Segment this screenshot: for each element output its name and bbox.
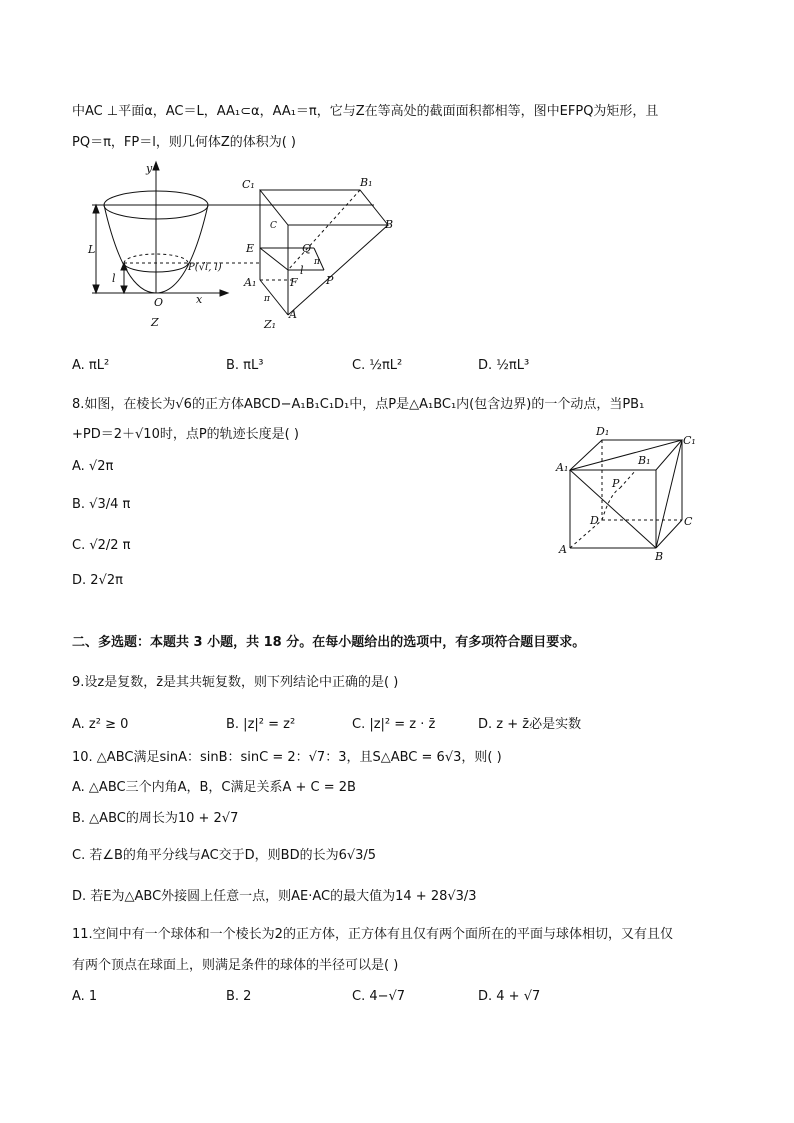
edge-c1-b [656, 440, 682, 548]
fig7-E: E [246, 242, 255, 255]
fig8-P: P [612, 477, 620, 490]
fig8-B: B [655, 550, 664, 562]
q10-option-d: D. 若E为△ABC外接圆上任意一点，则AE·AC的最大值为14 + 28√3/3 [72, 889, 477, 904]
q10-option-a: A. △ABC三个内角A，B，C满足关系A + C = 2B [72, 780, 356, 795]
fig7-pi-bottom: π [264, 294, 270, 304]
q8-option-d: D. 2√2π [72, 573, 123, 588]
fig7-B1: B₁ [360, 176, 373, 189]
fig7-point-p: P(√l, l) [188, 262, 222, 273]
q8-option-a: A. √2π [72, 459, 114, 474]
fig7-z1: Z₁ [264, 318, 277, 331]
q8-option-c: C. √2/2 π [72, 538, 131, 553]
fig8-A1: A₁ [556, 461, 569, 474]
fig7-origin: O [154, 296, 164, 309]
prism-top-face [260, 190, 388, 225]
q7-option-d: D. ½πL³ [478, 358, 530, 373]
q11-stem-line1: 11.空间中有一个球体和一个棱长为2的正方体，正方体有且仅有两个面所在的平面与球体相切，又有且仅 [72, 927, 673, 942]
fig7-l: l [112, 272, 116, 285]
fig7-F: F [290, 276, 298, 289]
fig8-D: D [590, 514, 599, 527]
fig8-C: C [684, 515, 693, 528]
q8-stem-line1: 8.如图，在棱长为√6的正方体ABCD−A₁B₁C₁D₁中，点P是△A₁BC₁内(包含边界)的一个动点，当PB₁ [72, 397, 645, 412]
q11-stem-line2: 有两个顶点在球面上，则满足条件的球体的半径可以是( ) [72, 958, 399, 973]
fig7-z: Z [151, 316, 159, 329]
fig7-B: B [385, 218, 394, 231]
q9-option-c: C. |z|² = z · z̄ [352, 717, 436, 732]
section-2-heading: 二、多选题：本题共 3 小题，共 18 分。在每小题给出的选项中，有多项符合题目要求。 [72, 635, 586, 650]
q10-option-b: B. △ABC的周长为10 + 2√7 [72, 811, 239, 826]
fig8-A: A [559, 543, 567, 556]
q7-figure [84, 160, 414, 335]
fig7-C: C [270, 221, 277, 231]
q9-stem: 9.设z是复数，z̄是其共轭复数，则下列结论中正确的是( ) [72, 675, 399, 690]
fig7-C1: C₁ [242, 178, 255, 191]
q7-stem-line1: 中AC ⊥平面α，AC＝L，AA₁⊂α，AA₁＝π，它与Z在等高处的截面面积都相等，图中EFPQ为矩形，且 [72, 104, 659, 119]
q8-stem-line2: +PD＝2＋√10时，点P的轨迹长度是( ) [72, 427, 299, 442]
q7-option-c: C. ½πL² [352, 358, 403, 373]
fig7-y: y [146, 162, 153, 175]
q11-option-b: B. 2 [226, 989, 252, 1004]
q11-option-a: A. 1 [72, 989, 98, 1004]
fig7-Q: Q [302, 242, 312, 255]
x-arrow-icon [220, 290, 228, 296]
fig7-A1: A₁ [244, 276, 257, 289]
q11-option-d: D. 4 + √7 [478, 989, 541, 1004]
q11-option-c: C. 4−√7 [352, 989, 406, 1004]
fig7-P: P [326, 274, 334, 287]
q7-option-b: B. πL³ [226, 358, 264, 373]
q10-option-c: C. 若∠B的角平分线与AC交于D，则BD的长为6√3/5 [72, 848, 377, 863]
fig8-D1: D₁ [596, 425, 610, 438]
fig8-B1: B₁ [638, 454, 651, 467]
fig7-x: x [196, 293, 203, 306]
path-d-p [602, 488, 620, 520]
q7-stem-line2: PQ＝π，FP＝l，则几何体Z的体积为( ) [72, 135, 297, 150]
q7-option-a: A. πL² [72, 358, 110, 373]
y-arrow-icon [153, 162, 159, 170]
fig7-l-mid: l [300, 264, 304, 277]
fig7-A: A [289, 308, 297, 321]
edge-a1-c1 [570, 440, 682, 470]
q9-option-a: A. z² ≥ 0 [72, 717, 129, 732]
fig7-L: L [88, 243, 96, 256]
q9-option-d: D. z + z̄必是实数 [478, 717, 582, 732]
q8-option-b: B. √3/4 π [72, 497, 131, 512]
q9-option-b: B. |z|² = z² [226, 717, 296, 732]
q8-cube-figure [552, 424, 702, 562]
fig8-C1: C₁ [683, 434, 696, 447]
q10-stem: 10. △ABC满足sinA：sinB：sinC = 2：√7：3，且S△ABC = 6√3，则( ) [72, 750, 502, 765]
fig7-pi-small: π [314, 257, 320, 267]
